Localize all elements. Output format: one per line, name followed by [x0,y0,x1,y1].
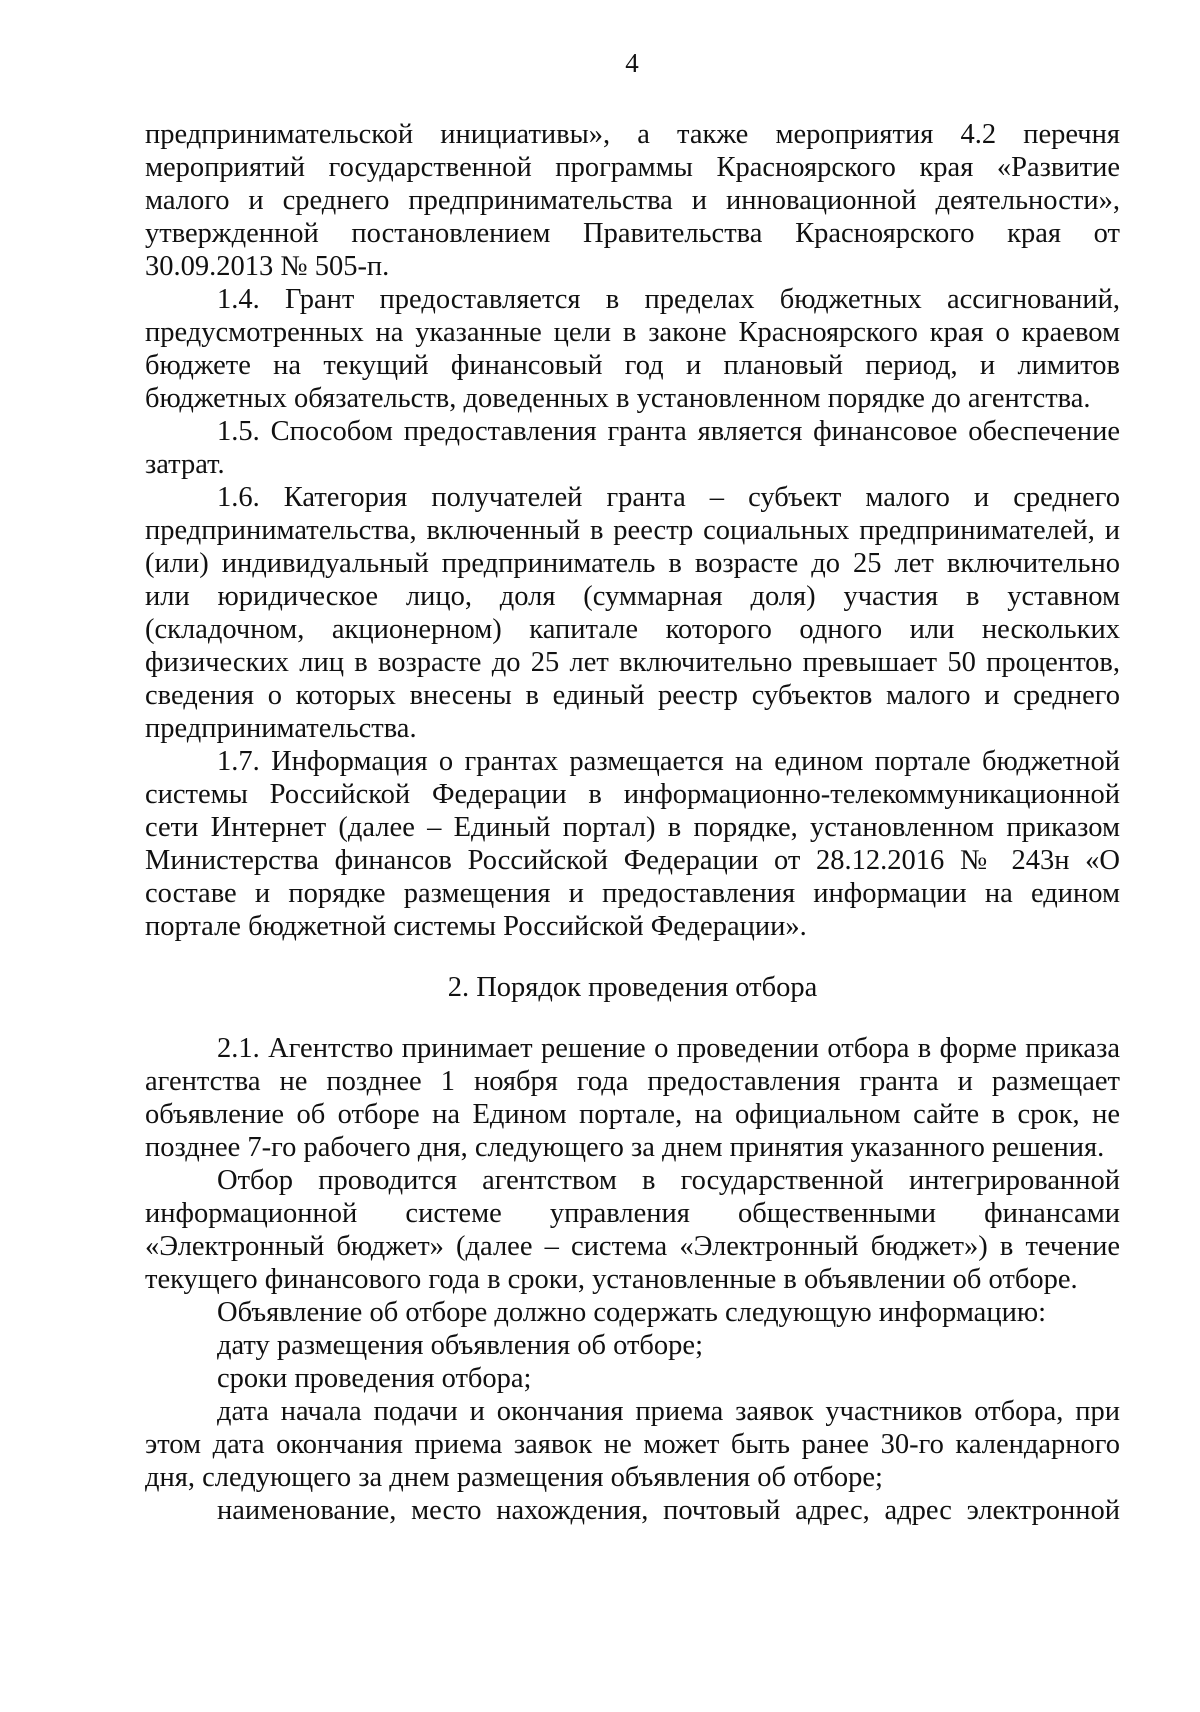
paragraph-1-7: 1.7. Информация о грантах размещается на едином портале бюджетной системы Российской Федерации в информационно-телекоммуникационной сети Интернет (далее – Единый портал) в порядке, установленном приказом Министерства финансов Российской Федерации от 28.12.2016 № 243н «О составе и порядке размещения и предоставления информации на едином портале бюджетной системы Российской Федерации». [145,746,1120,942]
paragraph-selection-system: Отбор проводится агентством в государственной интегрированной информационной системе управления общественными финансами «Электронный бюджет» (далее – система «Электронный бюджет») в течение текущего финансового года в сроки, установленные в объявлении об отборе. [145,1165,1120,1295]
paragraph-1-6: 1.6. Категория получателей гранта – субъект малого и среднего предпринимательства, включенный в реестр социальных предпринимателей, и (или) индивидуальный предприниматель в возрасте до 25 лет включительно или юридическое лицо, доля (суммарная доля) участия в уставном (складочном, акционерном) капитале которого одного или нескольких физических лиц в возрасте до 25 лет включительно превышает 50 процентов, сведения о которых внесены в единый реестр субъектов малого и среднего предпринимательства. [145,482,1120,744]
list-item-posting-date: дату размещения объявления об отборе; [217,1330,703,1361]
page-number: 4 [625,48,639,78]
paragraph-announcement-intro: Объявление об отборе должно содержать следующую информацию: [217,1297,1047,1328]
section-heading: 2. Порядок проведения отбора [447,972,818,1003]
list-item-contact-details: наименование, место нахождения, почтовый адрес, адрес электронной [217,1495,1120,1526]
document-body [145,118,1120,1527]
list-item-selection-period: сроки проведения отбора; [217,1363,532,1394]
paragraph-1-5: 1.5. Способом предоставления гранта является финансовое обеспечение затрат. [145,416,1120,480]
paragraph-2-1: 2.1. Агентство принимает решение о проведении отбора в форме приказа агентства не позднее 1 ноября года предоставления гранта и размещает объявление об отборе на Едином портале, на официальном сайте в срок, не позднее 7-го рабочего дня, следующего за днем принятия указанного решения. [145,1033,1120,1163]
paragraph-continuation: предпринимательской инициативы», а также мероприятия 4.2 перечня мероприятий государственной программы Красноярского края «Развитие малого и среднего предпринимательства и инновационной деятельности», утвержденной постановлением Правительства Красноярского края от 30.09.2013 № 505-п. [145,119,1120,282]
list-item-application-dates: дата начала подачи и окончания приема заявок участников отбора, при этом дата окончания приема заявок не может быть ранее 30-го календарного дня, следующего за днем размещения объявления об отборе; [145,1396,1120,1493]
paragraph-1-4: 1.4. Грант предоставляется в пределах бюджетных ассигнований, предусмотренных на указанные цели в законе Красноярского края о краевом бюджете на текущий финансовый год и плановый период, и лимитов бюджетных обязательств, доведенных в установленном порядке до агентства. [145,284,1120,414]
